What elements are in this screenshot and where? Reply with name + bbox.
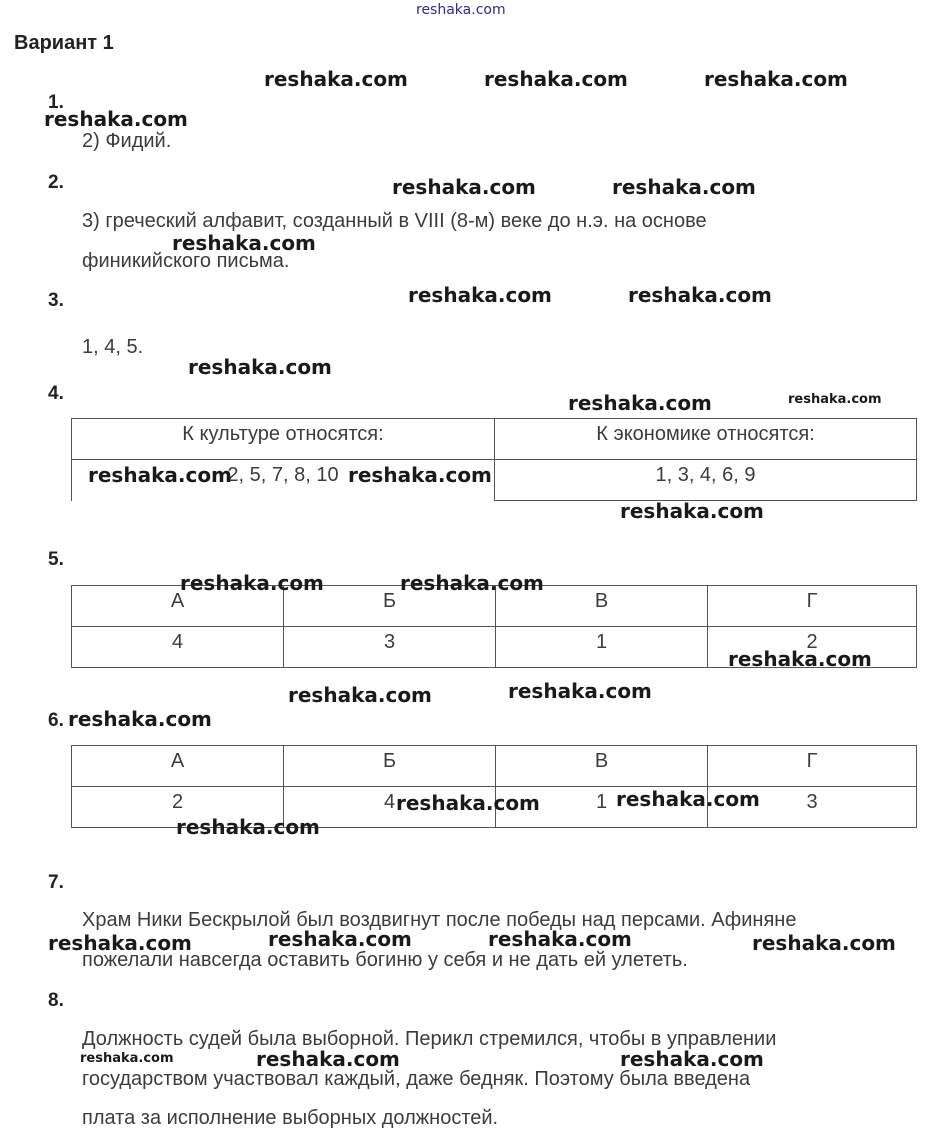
question-number-8: 8. bbox=[48, 990, 64, 1011]
table-cell: 4 bbox=[72, 627, 284, 668]
watermark: reshaka.com bbox=[704, 67, 848, 91]
table-header-cell: В bbox=[496, 586, 708, 627]
watermark: reshaka.com bbox=[484, 67, 628, 91]
watermark: reshaka.com bbox=[48, 931, 192, 955]
top-watermark: reshaka.com bbox=[416, 2, 506, 18]
question-number-7: 7. bbox=[48, 872, 64, 893]
watermark: reshaka.com bbox=[348, 463, 492, 487]
question-number-1: 1. bbox=[48, 92, 64, 113]
table-cell: 2 bbox=[708, 627, 917, 668]
watermark: reshaka.com bbox=[288, 683, 432, 707]
question-number-5: 5. bbox=[48, 549, 64, 570]
watermark: reshaka.com bbox=[396, 791, 540, 815]
table-cell: 3 bbox=[708, 787, 917, 828]
watermark: reshaka.com bbox=[68, 707, 212, 731]
table-cell: 1 bbox=[496, 787, 708, 828]
answer-2-line-2: финикийского письма. bbox=[82, 250, 290, 272]
question-number-2: 2. bbox=[48, 172, 64, 193]
answer-7-line-2: пожелали навсегда оставить богиню у себя и не дать ей улететь. bbox=[82, 949, 688, 971]
table-header-cell: Г bbox=[708, 586, 917, 627]
watermark: reshaka.com bbox=[508, 679, 652, 703]
table-cell: 2, 5, 7, 8, 10 bbox=[72, 460, 495, 501]
table-header-cell: В bbox=[496, 746, 708, 787]
answer-8-line-2: государством участвовал каждый, даже бедняк. Поэтому была введена bbox=[82, 1068, 751, 1090]
question-number-3: 3. bbox=[48, 290, 64, 311]
table-header-cell: А bbox=[72, 746, 284, 787]
answer-8-line-1: Должность судей была выборной. Перикл стремился, чтобы в управлении bbox=[82, 1028, 777, 1050]
watermark: reshaka.com bbox=[188, 355, 332, 379]
answer-8-line-3: плата за исполнение выборных должностей. bbox=[82, 1107, 499, 1129]
table-cell: 1, 3, 4, 6, 9 bbox=[495, 460, 917, 501]
watermark: reshaka.com bbox=[180, 571, 324, 595]
watermark: reshaka.com bbox=[408, 283, 552, 307]
table-cell: 2 bbox=[72, 787, 284, 828]
question-number-6: 6. bbox=[48, 710, 64, 731]
watermark: reshaka.com bbox=[268, 927, 412, 951]
question-number-4: 4. bbox=[48, 383, 64, 404]
watermark: reshaka.com bbox=[176, 815, 320, 839]
watermark: reshaka.com bbox=[728, 647, 872, 671]
watermark: reshaka.com bbox=[568, 391, 712, 415]
answer-3-line-1: 1, 4, 5. bbox=[82, 336, 144, 358]
table-header-cell: Б bbox=[284, 586, 496, 627]
table-header-cell: К культуре относятся: bbox=[72, 419, 495, 460]
watermark-small: reshaka.com bbox=[788, 392, 882, 407]
table-cell: 3 bbox=[284, 627, 496, 668]
watermark: reshaka.com bbox=[620, 499, 764, 523]
answer-2-line-1: 3) греческий алфавит, созданный в VIII (8-м) веке до н.э. на основе bbox=[82, 210, 707, 232]
watermark: reshaka.com bbox=[264, 67, 408, 91]
table-header-cell: А bbox=[72, 586, 284, 627]
watermark: reshaka.com bbox=[616, 787, 760, 811]
watermark-small: reshaka.com bbox=[80, 1051, 174, 1066]
table-header-cell: К экономике относятся: bbox=[495, 419, 917, 460]
answer-7-line-1: Храм Ники Бескрылой был воздвигнут после победы над персами. Афиняне bbox=[82, 909, 797, 931]
watermark: reshaka.com bbox=[400, 571, 544, 595]
watermark: reshaka.com bbox=[172, 231, 316, 255]
watermark: reshaka.com bbox=[392, 175, 536, 199]
table-header-row bbox=[72, 746, 917, 787]
watermark: reshaka.com bbox=[628, 283, 772, 307]
watermark: reshaka.com bbox=[44, 107, 188, 131]
table-header-row bbox=[72, 419, 917, 460]
watermark: reshaka.com bbox=[488, 927, 632, 951]
answer-1-line-1: 2) Фидий. bbox=[82, 130, 172, 152]
watermark: reshaka.com bbox=[256, 1047, 400, 1071]
table-cell: 1 bbox=[496, 627, 708, 668]
table-header-cell: Б bbox=[284, 746, 496, 787]
table-cell: 4 bbox=[284, 787, 496, 828]
table-header-cell: Г bbox=[708, 746, 917, 787]
watermark: reshaka.com bbox=[620, 1047, 764, 1071]
answer-table-4 bbox=[71, 418, 917, 501]
page-title: Вариант 1 bbox=[14, 32, 114, 54]
watermark: reshaka.com bbox=[612, 175, 756, 199]
watermark: reshaka.com bbox=[88, 463, 232, 487]
watermark: reshaka.com bbox=[752, 931, 896, 955]
